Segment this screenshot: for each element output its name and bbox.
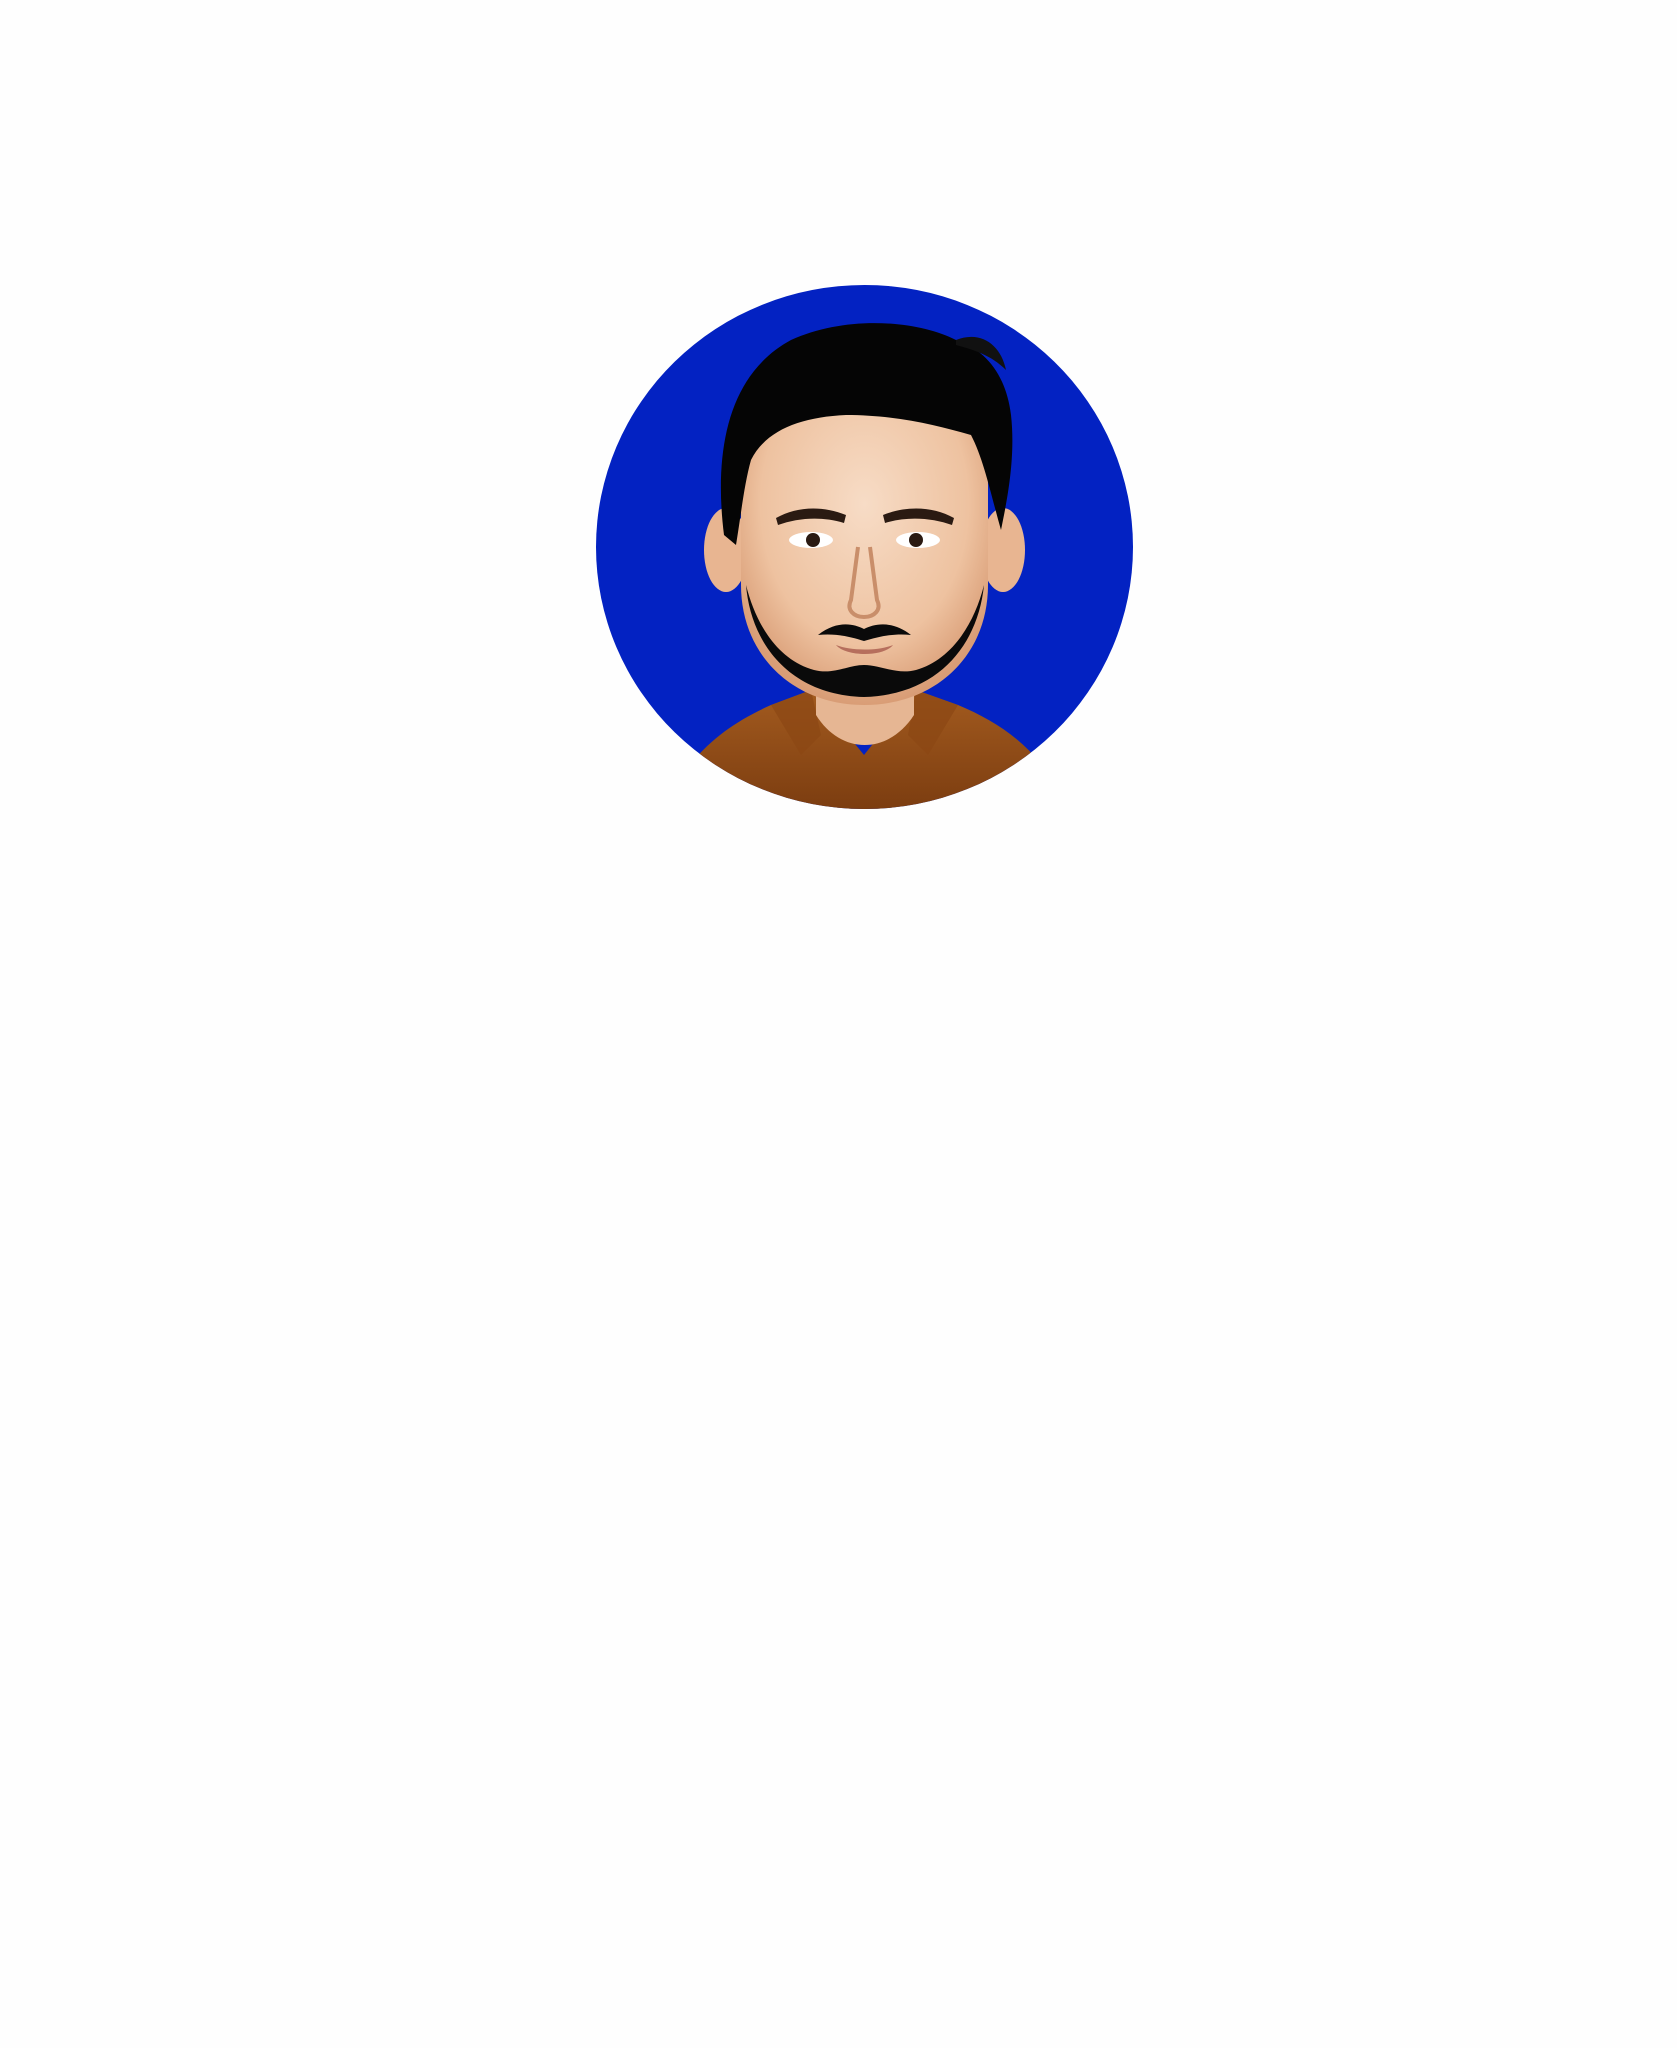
- portrait-image: [596, 285, 1133, 809]
- profile-avatar: [596, 285, 1133, 809]
